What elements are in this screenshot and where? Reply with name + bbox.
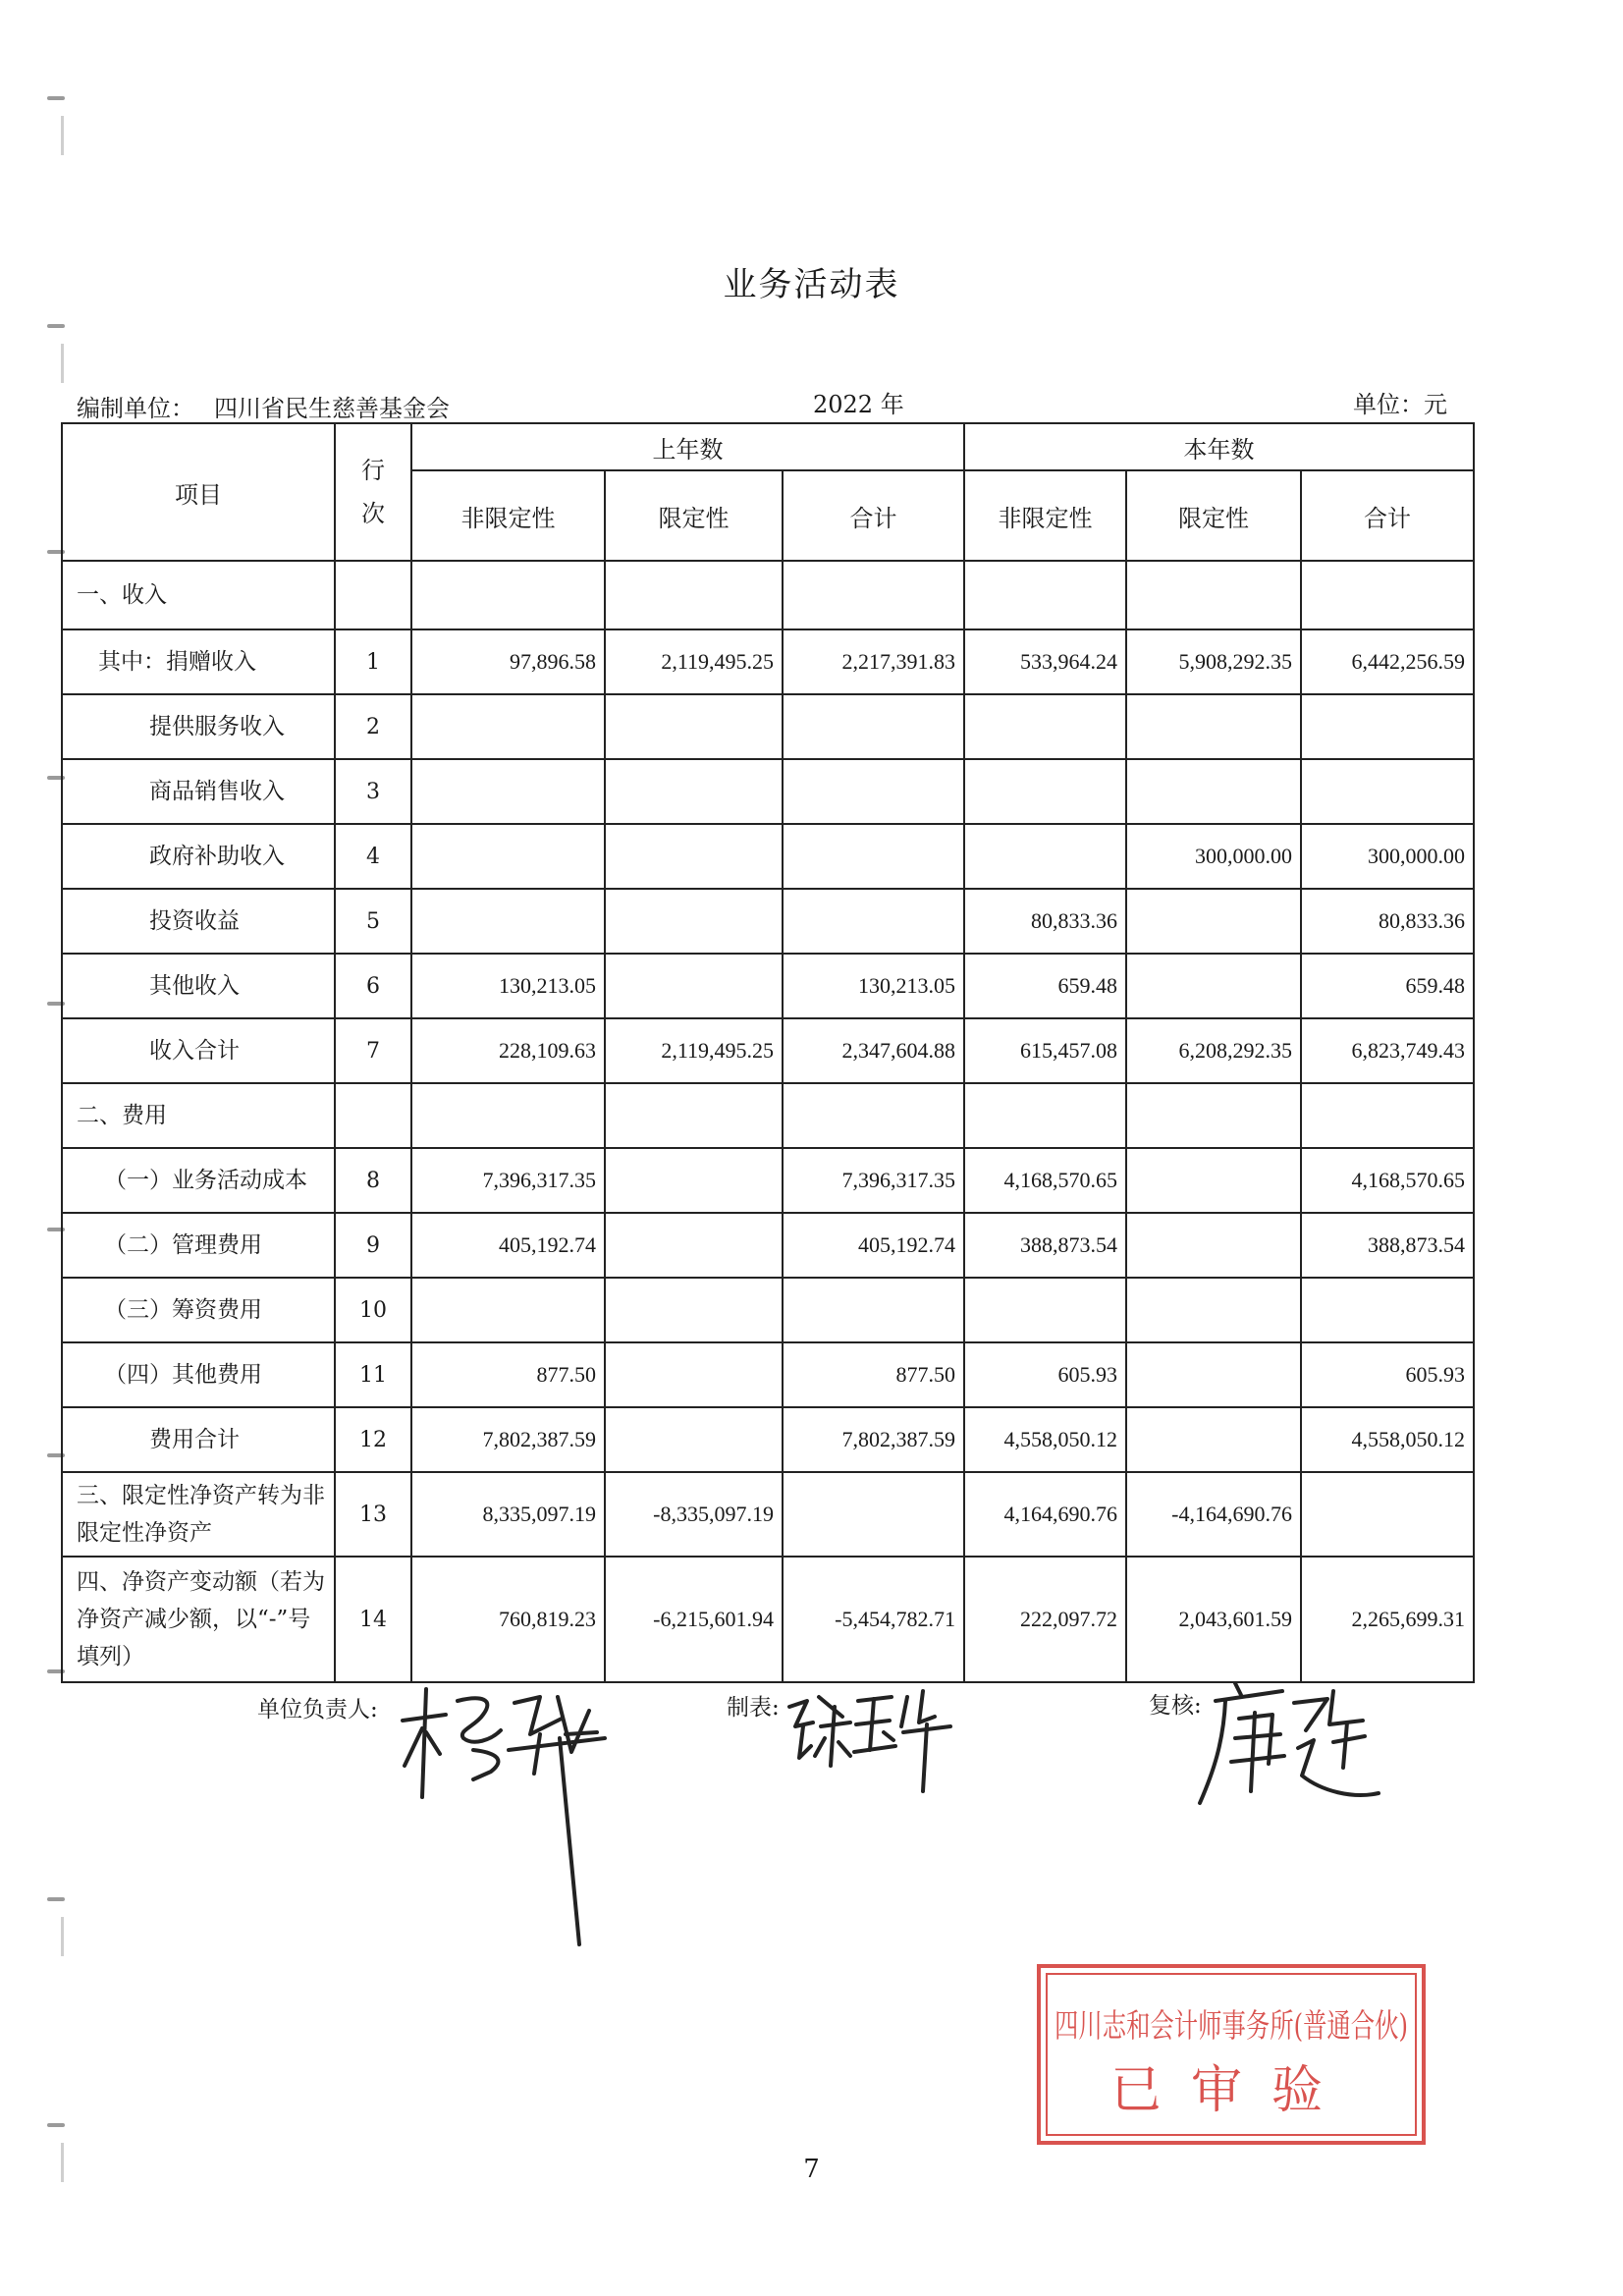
- preparer-label: 制表:: [727, 1695, 780, 1721]
- cell-py-t: [783, 759, 964, 824]
- row-item-label: 四、净资产变动额（若为净资产减少额，以“-”号填列）: [62, 1557, 335, 1682]
- cell-py-r: [605, 1407, 783, 1472]
- cell-cy-t: 605.93: [1301, 1342, 1474, 1407]
- binder-mark: [47, 1897, 65, 1901]
- cell-py-u: 130,213.05: [411, 954, 605, 1018]
- cell-cy-t: 2,265,699.31: [1301, 1557, 1474, 1682]
- cell-cy-u: 388,873.54: [964, 1213, 1126, 1278]
- row-line-number: 1: [335, 629, 411, 694]
- table-row: [62, 1557, 1474, 1682]
- row-line-number: 9: [335, 1213, 411, 1278]
- cell-cy-u: 4,168,570.65: [964, 1148, 1126, 1213]
- cell-cy-r: [1126, 1278, 1301, 1342]
- cell-cy-u: 605.93: [964, 1342, 1126, 1407]
- cell-cy-r: [1126, 759, 1301, 824]
- currency-unit: 单位：元: [1353, 391, 1447, 418]
- header-item: 项目: [62, 423, 335, 561]
- binder-mark: [61, 1917, 64, 1956]
- cell-cy-r: [1126, 1407, 1301, 1472]
- table-row: [62, 694, 1474, 759]
- cell-py-u: 7,802,387.59: [411, 1407, 605, 1472]
- head-signature: [393, 1669, 619, 1954]
- table-row: [62, 1278, 1474, 1342]
- cell-cy-r: 2,043,601.59: [1126, 1557, 1301, 1682]
- cell-cy-t: [1301, 1278, 1474, 1342]
- cell-py-t: 7,802,387.59: [783, 1407, 964, 1472]
- cell-py-r: [605, 1148, 783, 1213]
- row-line-number: 4: [335, 824, 411, 889]
- cell-cy-u: 222,097.72: [964, 1557, 1126, 1682]
- cell-cy-r: [1126, 954, 1301, 1018]
- row-item-label: 提供服务收入: [62, 694, 335, 759]
- cell-py-r: [605, 889, 783, 954]
- cell-py-r: [605, 1342, 783, 1407]
- table-row: [62, 954, 1474, 1018]
- table-row: [62, 1342, 1474, 1407]
- cell-cy-t: [1301, 561, 1474, 629]
- cell-py-u: 97,896.58: [411, 629, 605, 694]
- cell-cy-r: [1126, 889, 1301, 954]
- cell-py-r: [605, 1278, 783, 1342]
- table-row: [62, 629, 1474, 694]
- cell-py-t: [783, 1278, 964, 1342]
- cell-cy-u: [964, 561, 1126, 629]
- cell-cy-t: 388,873.54: [1301, 1213, 1474, 1278]
- cell-py-u: [411, 889, 605, 954]
- cell-py-u: [411, 694, 605, 759]
- cell-cy-t: 300,000.00: [1301, 824, 1474, 889]
- table-row: [62, 1472, 1474, 1557]
- binder-mark: [47, 324, 65, 328]
- row-line-number: 2: [335, 694, 411, 759]
- cell-py-u: 877.50: [411, 1342, 605, 1407]
- binder-mark: [47, 2123, 65, 2127]
- cell-cy-t: [1301, 694, 1474, 759]
- cell-cy-t: [1301, 1083, 1474, 1148]
- reviewer-label: 复核:: [1149, 1693, 1202, 1719]
- cell-py-t: 130,213.05: [783, 954, 964, 1018]
- row-item-label: 二、费用: [62, 1083, 335, 1148]
- table-row: [62, 1083, 1474, 1148]
- preparer-signature: [785, 1677, 962, 1795]
- cell-py-u: [411, 561, 605, 629]
- row-item-label: 一、收入: [62, 561, 335, 629]
- header-prior-total: 合计: [783, 470, 964, 561]
- cell-cy-t: [1301, 759, 1474, 824]
- header-line-no: [335, 423, 411, 561]
- header-prior-year: 上年数: [411, 423, 964, 470]
- cell-cy-t: [1301, 1472, 1474, 1557]
- cell-py-u: [411, 1278, 605, 1342]
- table-row: [62, 889, 1474, 954]
- row-item-label: 三、限定性净资产转为非限定性净资产: [62, 1472, 335, 1557]
- unit-label: 编制单位：: [77, 395, 194, 422]
- table-row: [62, 1407, 1474, 1472]
- table-row: [62, 1018, 1474, 1083]
- cell-py-u: 7,396,317.35: [411, 1148, 605, 1213]
- cell-cy-u: [964, 824, 1126, 889]
- cell-py-r: -8,335,097.19: [605, 1472, 783, 1557]
- cell-cy-u: 533,964.24: [964, 629, 1126, 694]
- cell-py-r: [605, 1083, 783, 1148]
- cell-cy-u: 615,457.08: [964, 1018, 1126, 1083]
- cell-py-t: 2,217,391.83: [783, 629, 964, 694]
- cell-py-t: 405,192.74: [783, 1213, 964, 1278]
- row-line-number: 12: [335, 1407, 411, 1472]
- row-line-number: 10: [335, 1278, 411, 1342]
- cell-py-r: [605, 759, 783, 824]
- binder-mark: [61, 116, 64, 155]
- head-label: 单位负责人:: [257, 1697, 378, 1722]
- cell-py-r: [605, 561, 783, 629]
- cell-py-r: -6,215,601.94: [605, 1557, 783, 1682]
- cell-py-r: [605, 694, 783, 759]
- row-line-number: 8: [335, 1148, 411, 1213]
- cell-py-r: [605, 824, 783, 889]
- cell-py-u: [411, 824, 605, 889]
- cell-cy-r: [1126, 1342, 1301, 1407]
- cell-cy-r: 300,000.00: [1126, 824, 1301, 889]
- cell-cy-u: 80,833.36: [964, 889, 1126, 954]
- cell-cy-r: 6,208,292.35: [1126, 1018, 1301, 1083]
- cell-py-t: 7,396,317.35: [783, 1148, 964, 1213]
- table-body: [62, 561, 1474, 1682]
- row-item-label: 其中：捐赠收入: [62, 629, 335, 694]
- header-line-no-2: 次: [361, 500, 385, 527]
- row-item-label: 政府补助收入: [62, 824, 335, 889]
- cell-py-t: 2,347,604.88: [783, 1018, 964, 1083]
- row-item-label: 其他收入: [62, 954, 335, 1018]
- cell-py-u: 760,819.23: [411, 1557, 605, 1682]
- row-line-number: 5: [335, 889, 411, 954]
- cell-py-u: [411, 1083, 605, 1148]
- cell-py-t: [783, 1083, 964, 1148]
- cell-cy-r: [1126, 694, 1301, 759]
- cell-cy-u: 4,558,050.12: [964, 1407, 1126, 1472]
- audit-stamp: [1035, 1962, 1428, 2147]
- row-item-label: 收入合计: [62, 1018, 335, 1083]
- cell-py-u: 405,192.74: [411, 1213, 605, 1278]
- reviewer-signature: [1196, 1673, 1382, 1811]
- cell-cy-u: [964, 694, 1126, 759]
- cell-cy-u: 4,164,690.76: [964, 1472, 1126, 1557]
- table-row: [62, 1148, 1474, 1213]
- cell-cy-u: [964, 759, 1126, 824]
- row-item-label: （四）其他费用: [62, 1342, 335, 1407]
- table-row: [62, 561, 1474, 629]
- cell-cy-t: 80,833.36: [1301, 889, 1474, 954]
- page-number: 7: [803, 2155, 820, 2184]
- table-row: [62, 824, 1474, 889]
- cell-cy-u: [964, 1278, 1126, 1342]
- table-row: [62, 759, 1474, 824]
- row-line-number: 3: [335, 759, 411, 824]
- header-current-unrestricted: 非限定性: [964, 470, 1126, 561]
- cell-cy-t: 4,168,570.65: [1301, 1148, 1474, 1213]
- stamp-line1: 四川志和会计师事务所(普通合伙): [1055, 2006, 1408, 2045]
- table-row: [62, 1213, 1474, 1278]
- row-line-number: 6: [335, 954, 411, 1018]
- cell-py-u: 228,109.63: [411, 1018, 605, 1083]
- cell-py-r: 2,119,495.25: [605, 1018, 783, 1083]
- cell-cy-t: 4,558,050.12: [1301, 1407, 1474, 1472]
- cell-cy-r: -4,164,690.76: [1126, 1472, 1301, 1557]
- cell-py-u: 8,335,097.19: [411, 1472, 605, 1557]
- row-line-number: 13: [335, 1472, 411, 1557]
- row-item-label: 商品销售收入: [62, 759, 335, 824]
- unit-name: 四川省民生慈善基金会: [214, 395, 450, 422]
- cell-py-t: [783, 824, 964, 889]
- row-line-number: 7: [335, 1018, 411, 1083]
- row-line-number: 11: [335, 1342, 411, 1407]
- header-current-restricted: 限定性: [1126, 470, 1301, 561]
- cell-py-t: [783, 1472, 964, 1557]
- row-item-label: （二）管理费用: [62, 1213, 335, 1278]
- header-current-total: 合计: [1301, 470, 1474, 561]
- cell-cy-u: 659.48: [964, 954, 1126, 1018]
- row-item-label: 投资收益: [62, 889, 335, 954]
- row-line-number: 14: [335, 1557, 411, 1682]
- cell-cy-t: 6,823,749.43: [1301, 1018, 1474, 1083]
- row-line-number: [335, 1083, 411, 1148]
- stamp-line2: 已审验: [1109, 2061, 1353, 2120]
- cell-py-r: [605, 1213, 783, 1278]
- cell-py-t: [783, 561, 964, 629]
- header-line-no-1: 行: [361, 457, 385, 484]
- page-title: 业务活动表: [723, 265, 900, 304]
- header-prior-unrestricted: 非限定性: [411, 470, 605, 561]
- cell-cy-r: [1126, 1148, 1301, 1213]
- row-line-number: [335, 561, 411, 629]
- row-item-label: （一）业务活动成本: [62, 1148, 335, 1213]
- row-item-label: （三）筹资费用: [62, 1278, 335, 1342]
- row-item-label: 费用合计: [62, 1407, 335, 1472]
- report-year: 2022 年: [813, 391, 904, 418]
- binder-mark: [47, 96, 65, 100]
- cell-cy-u: [964, 1083, 1126, 1148]
- header-prior-restricted: 限定性: [605, 470, 783, 561]
- cell-cy-t: 659.48: [1301, 954, 1474, 1018]
- cell-py-t: -5,454,782.71: [783, 1557, 964, 1682]
- cell-py-r: [605, 954, 783, 1018]
- cell-cy-t: 6,442,256.59: [1301, 629, 1474, 694]
- cell-py-t: 877.50: [783, 1342, 964, 1407]
- header-current-year: 本年数: [964, 423, 1474, 470]
- cell-py-u: [411, 759, 605, 824]
- cell-cy-r: [1126, 1083, 1301, 1148]
- cell-py-r: 2,119,495.25: [605, 629, 783, 694]
- cell-cy-r: [1126, 561, 1301, 629]
- cell-cy-r: [1126, 1213, 1301, 1278]
- cell-cy-r: 5,908,292.35: [1126, 629, 1301, 694]
- binder-mark: [61, 344, 64, 383]
- cell-py-t: [783, 694, 964, 759]
- activity-table: [61, 422, 1475, 1683]
- cell-py-t: [783, 889, 964, 954]
